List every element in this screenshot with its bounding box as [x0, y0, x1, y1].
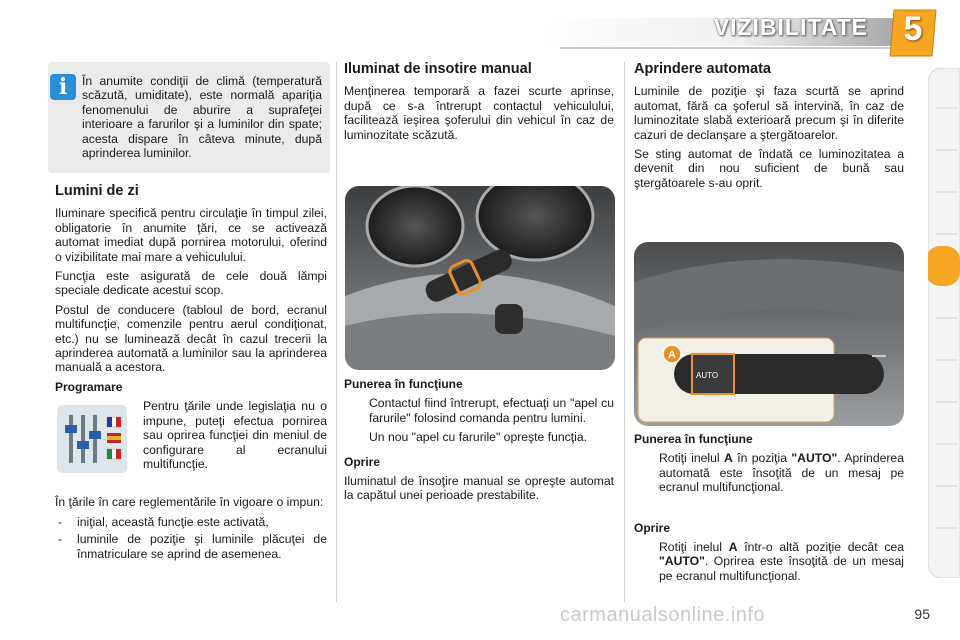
- section-automatic-lighting: [634, 62, 904, 195]
- paragraph: Luminile de poziţie şi faza scurtă se aprind automat, fără ca şoferul să intervină, în caz de luminozitate slabă exterioară precum şi în diferite cazuri de declanşare a ştergătoarelor.: [634, 84, 904, 142]
- light-stalk-photo: [634, 242, 904, 426]
- chapter-tabs: [928, 68, 960, 578]
- subsection-title: Programare: [55, 379, 123, 394]
- paragraph: Iluminare specifică pentru circulaţie în timpul zilei, obligatorie în anumite ţări, ce se activează automat imediat după pornirea motorului, oferind o vizibilitate mai mare a vehiculului.: [55, 206, 327, 264]
- column-divider: [624, 62, 625, 602]
- list-item: Contactul fiind întrerupt, efectuaţi un "apel cu farurile" folosind comanda pentru lumini.: [369, 396, 614, 425]
- paragraph: Postul de conducere (tabloul de bord, ecranul multifuncţie, comenzile pentru aerul condiţionat, etc.) nu se luminează decât în cazul trecerii la aprinderea automată a luminilor sau la aprinderea manuală a acestora.: [55, 302, 327, 375]
- page-title: VIZIBILITATE: [713, 14, 868, 40]
- paragraph: Funcţia este asigurată de cele două lămpi speciale dedicate acestui scop.: [55, 269, 327, 298]
- list-item: Rotiţi inelul A în poziţia "AUTO". Aprinderea automată este însoţită de un mesaj pe ecranul multifuncţional.: [659, 451, 904, 495]
- manual-lighting-instructions: [344, 377, 614, 508]
- section-title: Aprindere automata: [634, 61, 771, 77]
- info-text: În anumite condiţii de climă (temperatură scăzută, umiditate), este normală apariţia fenomenului de aburire a suprafeţei interioare a farurilor şi a luminilor din spate; acesta dispare în câteva minute, după aprinderea luminilor.: [82, 74, 322, 161]
- paragraph: Se sting automat de îndată ce luminozitatea a devenit din nou suficient de bună sau ştergătoarele s-au oprit.: [634, 147, 904, 190]
- list-item: Rotiţi inelul A într-o altă poziţie decât cea "AUTO". Oprirea este însoţită de un mesaj pe ecranul multifuncţional.: [659, 540, 904, 583]
- auto-lighting-instructions: [634, 432, 904, 588]
- list-item: Un nou "apel cu farurile" opreşte funcţia.: [369, 430, 587, 445]
- list-item: - iniţial, această funcţie este activată,: [58, 514, 269, 529]
- info-icon: i: [50, 74, 76, 100]
- sliders-flags-icon: [57, 405, 127, 473]
- column-divider: [336, 62, 337, 602]
- chapter-number: 5: [903, 10, 923, 48]
- paragraph: Iluminatul de însoţire manual se opreşte automat la capătul unei perioade prestabilite.: [344, 474, 614, 503]
- dashboard-stalk-photo: [345, 186, 615, 370]
- subsection-title: Oprire: [634, 520, 671, 535]
- watermark: carmanualsonline.info: [560, 604, 766, 626]
- section-manual-guide-lighting: [344, 62, 614, 147]
- subsection-title: Punerea în funcţiune: [634, 432, 753, 446]
- programming-block: [55, 399, 327, 489]
- paragraph: În ţările în care reglementările în vigoare o impun:: [55, 495, 324, 510]
- figure-label-a: A: [668, 349, 676, 361]
- paragraph: Menţinerea temporară a fazei scurte aprinse, după ce s-a întrerupt contactul vehiculului, facilitează ieşirea şoferului din vehicul în caz de luminozitate scăzută.: [344, 84, 614, 142]
- page-number: 95: [914, 606, 930, 622]
- programming-text: Pentru ţările unde legislaţia nu o impune, puteţi efectua pornirea sau oprirea funcţiei din meniul de configurare al ecranului multifuncţie.: [143, 399, 327, 471]
- section-daytime-lights: [55, 184, 327, 564]
- section-title: Iluminat de insotire manual: [344, 61, 532, 77]
- subsection-title: Punerea în funcţiune: [344, 377, 463, 391]
- subsection-title: Oprire: [344, 454, 381, 469]
- figure-label-auto: AUTO: [696, 371, 719, 380]
- section-title: Lumini de zi: [55, 183, 139, 199]
- list-item: - luminile de poziţie şi luminile plăcuţei de înmatriculare se aprind de asemenea.: [58, 532, 327, 561]
- active-chapter-tab: [928, 246, 960, 286]
